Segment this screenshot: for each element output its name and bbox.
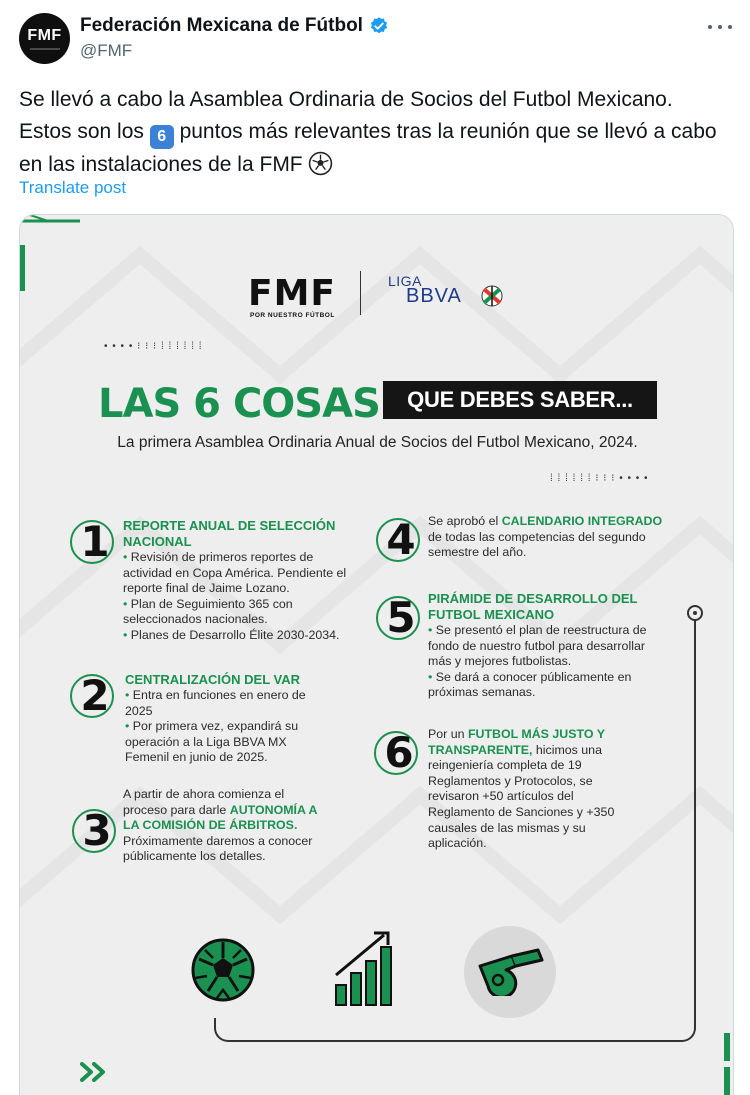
post-text-part2: puntos más relevantes tras la reunión que se llevó a cabo en las instalaciones de la FMF [19,120,717,176]
item-1-bullet-1: • Revisión de primeros reportes de actividad en Copa América. Pendiente el reporte final de Jaime Lozano. [123,550,347,596]
liga-logo-top: LIGA [388,273,422,289]
keycap-six-icon: 6 [150,125,174,149]
soccer-ball-icon [308,151,333,176]
number-badge-4: 4 [376,518,420,562]
author-handle[interactable]: @FMF [80,41,133,60]
item-1-selection-report [123,518,363,644]
item-5-heading: PIRÁMIDE DE DESARROLLO DEL FUTBOL MEXICANO [428,591,638,622]
item-2-bullet-1: • Entra en funciones en enero de 2025 [125,688,306,718]
whistle-icon [476,948,544,996]
display-name-text: Federación Mexicana de Fútbol [80,15,363,36]
corner-decoration-top-left [20,215,100,295]
logo-divider [360,271,361,315]
item-2-heading: CENTRALIZACIÓN DEL VAR [125,672,301,687]
author-display-name[interactable] [80,15,389,37]
translate-post-link[interactable]: Translate post [19,178,127,197]
growth-chart-icon [334,931,400,1007]
item-1-bullet-3: • Planes de Desarrollo Élite 2030-2034. [123,627,340,642]
infographic-subtitle: La primera Asamblea Ordinaria Anual de Socios del Futbol Mexicano, 2024. [117,434,638,451]
number-badge-6: 6 [374,731,418,775]
item-5-bullet-1: • Se presentó el plan de reestructura de fondo de nuestro futbol para desarrollar más y mejores futbolistas. [428,623,647,669]
item-4-highlight: CALENDARIO INTEGRADO [501,514,663,528]
item-3-referees: A partir de ahora comienza el proceso para darle AUTONOMÍA A LA COMISIÓN DE ÁRBITROS. Próximamente daremos a conocer públicamente los detalles. [123,787,317,864]
item-5-bullet-2: • Se dará a conocer públicamente en próximas semanas. [428,669,632,700]
double-chevron-right-icon [80,1062,108,1082]
post-text-part1: Se llevó a cabo la Asamblea Ordinaria de Socios del Futbol Mexicano. Estos son los [19,88,673,143]
fmf-logo-tagline: POR NUESTRO FÚTBOL [250,312,335,319]
item-1-heading: REPORTE ANUAL DE SELECCIÓN NACIONAL [123,518,336,549]
number-badge-3: 3 [72,809,116,853]
item-5-pyramid [428,591,663,701]
item-1-bullet-2: • Plan de Seguimiento 365 con seleccionados nacionales. [123,596,293,627]
liga-mx-logo-icon [475,285,509,307]
post-text [19,84,731,181]
item-6-regulations: Por un FUTBOL MÁS JUSTO Y TRANSPARENTE, hicimos una reingeniería completa de 19 Reglamentos y Protocolos, se revisaron +50 artículos del Reglamento de Sanciones y +350 causales de las mismas y su aplicación. [428,727,615,851]
infographic-image[interactable] [19,214,734,1095]
headline-box: QUE DEBES SABER... [383,381,657,419]
more-options-icon[interactable] [708,20,732,34]
item-2-var [125,672,325,766]
headline-green: LAS 6 COSAS [98,381,380,427]
fmf-logo: FMF [248,273,337,314]
number-badge-1: 1 [70,520,114,564]
liga-logo-bottom: BBVA [406,285,462,307]
avatar[interactable] [19,13,70,64]
item-2-bullet-2: • Por primera vez, expandirá su operación a la Liga BBVA MX Femenil en junio de 2025. [125,719,299,765]
avatar-logo-text: FMF [27,26,62,44]
timeline-bottom-line [214,1018,696,1042]
dots-decoration-top: • • • • ⁝ ⁝ ⁝ ⁞ ⁞ ⁞ ⁞ ⁞ ⁞ [104,341,203,352]
item-3-highlight: AUTONOMÍA A LA COMISIÓN DE ÁRBITROS. [123,802,317,833]
item-4-calendar: Se aprobó el CALENDARIO INTEGRADO de todas las competencias del segundo semestre del año. [428,514,663,560]
timeline-node-icon [687,605,703,621]
soccer-ball-illustration-icon [191,938,255,1002]
avatar-logo-line [30,48,60,50]
corner-decoration-bottom-right [720,1033,734,1095]
timeline-line [694,613,696,1018]
number-badge-2: 2 [70,674,114,718]
dots-decoration-right: ⁞ ⁞ ⁞ ⁞ ⁞ ⁞ ⁝ ⁝ ⁝ • • • • [550,473,649,484]
verified-badge-icon [369,16,389,36]
number-badge-5: 5 [376,596,420,640]
item-6-highlight: FUTBOL MÁS JUSTO Y TRANSPARENTE, [428,727,605,757]
